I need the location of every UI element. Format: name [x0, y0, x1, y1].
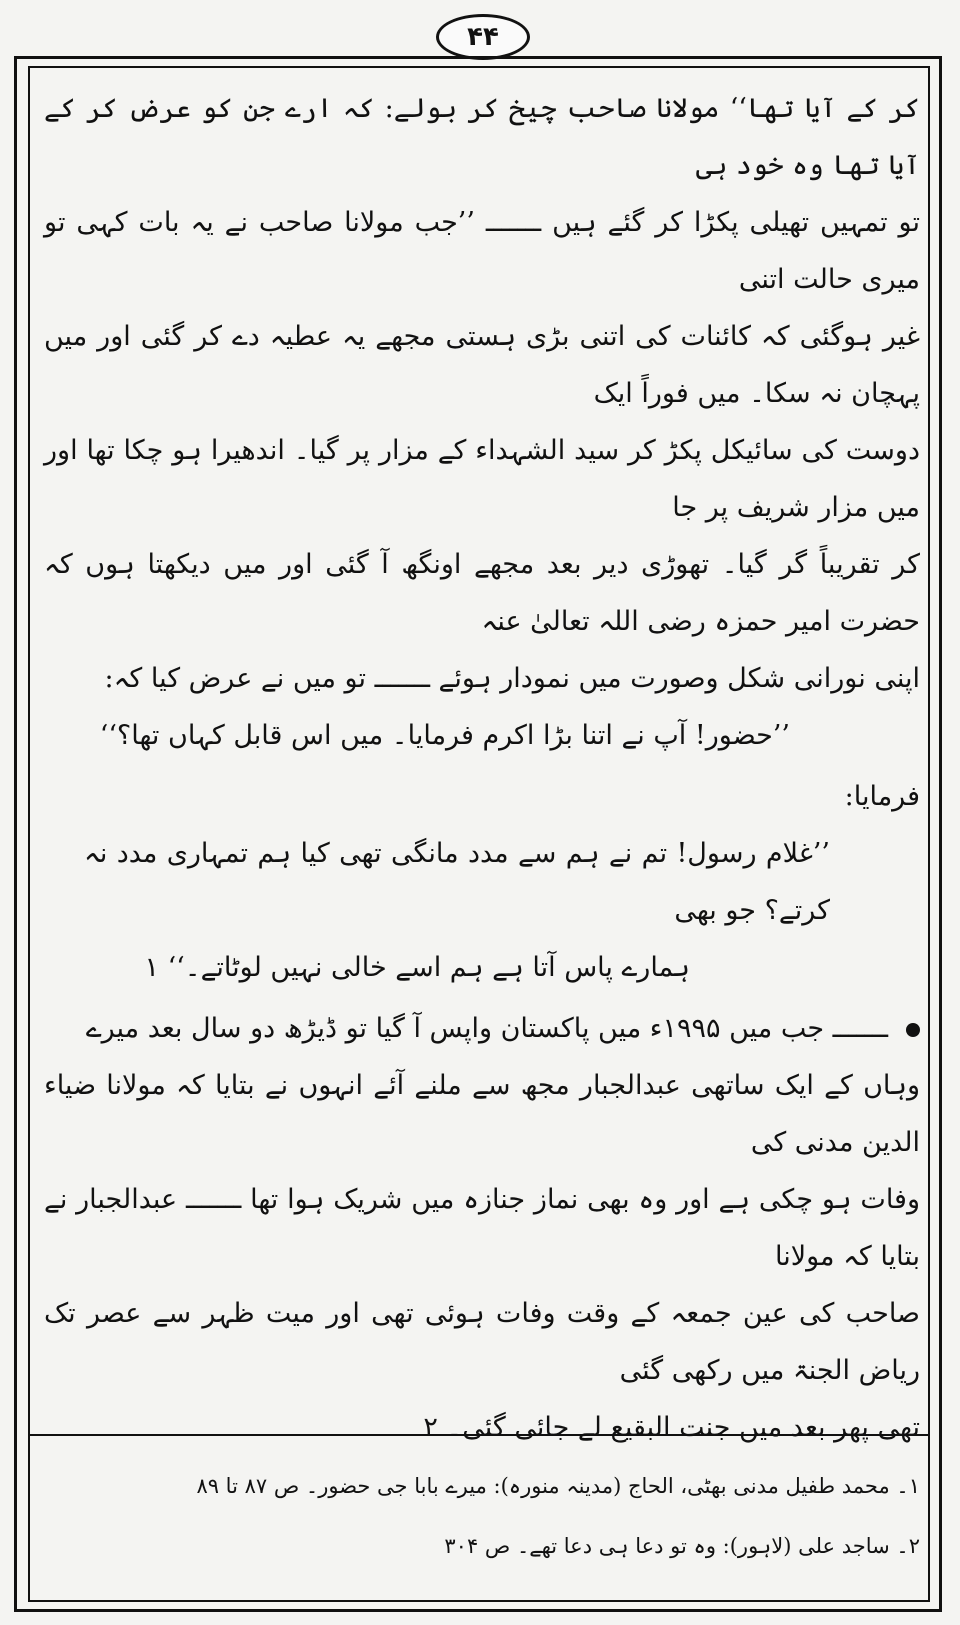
body-line: تھی پھر بعد میں جنت البقیع لے جائی گئی۔ ۲: [423, 1412, 920, 1443]
body-line: صاحب کی عین جمعہ کے وقت وفات ہوئی تھی اور میت ظہر سے عصر تک ریاض الجنۃ میں رکھی گئی: [44, 1298, 920, 1386]
body-line: وفات ہو چکی ہے اور وہ بھی نماز جنازہ میں شریک ہوا تھا ـــــــ عبدالجبار نے بتایا کہ مولانا: [44, 1184, 920, 1272]
body-line: غیر ہوگئی کہ کائنات کی اتنی بڑی ہستی مجھے یہ عطیہ دے کر گئی اور میں پہچان نہ سکا۔ میں فوراً ایک: [44, 321, 920, 409]
bullet-line-text: ـــــــ جب میں ۱۹۹۵ء میں پاکستان واپس آ گیا تو ڈیڑھ دو سال بعد میرے: [85, 1013, 888, 1044]
page-number-text: ۴۴: [467, 22, 499, 52]
page-number: [436, 14, 530, 60]
body-text: [44, 80, 920, 1456]
body-line: تو تمہیں تھیلی پکڑا کر گئے ہیں ـــــــ ’’جب مولانا صاحب نے یہ بات کہی تو میری حالت اتنی: [44, 207, 920, 295]
body-line: وہاں کے ایک ساتھی عبدالجبار مجھ سے ملنے آئے انہوں نے بتایا کہ مولانا ضیاء الدین مدنی کی: [44, 1070, 920, 1158]
body-line: کر کے آیا تھا‘‘ مولانا صاحب چیخ کر بولے: کہ ارے جن کو عرض کر کے آیا تھا وہ خود ہی: [44, 93, 920, 181]
quote-line: ہمارے پاس آتا ہے ہم اسے خالی نہیں لوٹاتے۔‘‘ ۱: [144, 952, 690, 983]
bullet-paragraph-first-line: [44, 1000, 920, 1057]
quote-line: ’’غلام رسول! تم نے ہم سے مدد مانگی تھی کیا ہم تمہاری مدد نہ کرتے؟ جو بھی: [84, 838, 830, 926]
footnote-2: ۲۔ ساجد علی (لاہور): وہ تو دعا ہی دعا تھے۔ ص ۳۰۴: [444, 1534, 920, 1558]
footnotes: [44, 1456, 920, 1576]
body-line: کر تقریباً گر گیا۔ تھوڑی دیر بعد مجھے اونگھ آ گئی اور میں دیکھتا ہوں کہ حضرت امیر حمزہ رضی اللہ تعالیٰ عنہ: [44, 549, 920, 637]
farmaya-label: فرمایا:: [844, 781, 920, 812]
footnote-divider: [28, 1434, 930, 1436]
bullet-icon: [906, 1023, 920, 1037]
footnote-1: ۱۔ محمد طفیل مدنی بھٹی، الحاج (مدینہ منورہ): میرے بابا جی حضور۔ ص ۸۷ تا ۸۹: [196, 1474, 920, 1498]
quote-ghulam-rasool: [44, 825, 920, 996]
body-line: اپنی نورانی شکل وصورت میں نمودار ہوئے ـــــــ تو میں نے عرض کیا کہ:: [104, 663, 920, 694]
body-line: دوست کی سائیکل پکڑ کر سید الشہداء کے مزار پر گیا۔ اندھیرا ہو چکا تھا اور میں مزار شریف پر جا: [44, 435, 920, 523]
quote-hazoor: ’’حضور! آپ نے اتنا بڑا اکرم فرمایا۔ میں اس قابل کہاں تھا؟‘‘: [99, 720, 790, 751]
